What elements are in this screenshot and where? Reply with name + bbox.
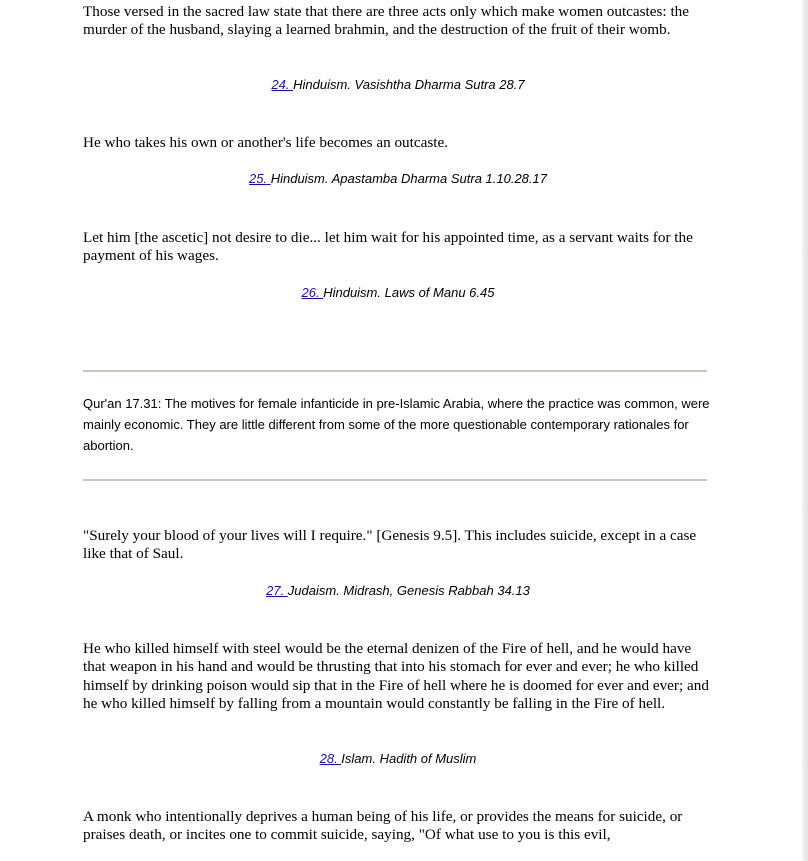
passage-quote: "Surely your blood of your lives will I require." [Genesis 9.5]. This includes suicide, except in a case like that of Saul. <box>83 527 697 563</box>
divider-bottom <box>83 479 707 481</box>
editorial-note: Qur'an 17.31: The motives for female infanticide in pre-Islamic Arabia, where the practice was common, were mainly economic. They are little different from some of the more questionable contemporary rationales for abortion. <box>83 396 710 453</box>
footnote-link[interactable]: 24. <box>271 77 294 92</box>
citation-source: Judaism. Midrash, Genesis Rabbah 34.13 <box>287 583 530 598</box>
passage-citation <box>83 285 713 301</box>
footnote-link[interactable]: 25. <box>249 171 271 186</box>
passage-citation <box>83 583 713 599</box>
divider-top <box>83 370 707 372</box>
citation-source: Hinduism. Laws of Manu 6.45 <box>323 285 495 300</box>
passage-quote: Let him [the ascetic] not desire to die... let him wait for his appointed time, as a servant waits for the payment of his wages. <box>83 229 693 265</box>
citation-source: Hinduism. Apastamba Dharma Sutra 1.10.28.17 <box>270 171 547 186</box>
passage-quote: He who takes his own or another's life becomes an outcaste. <box>83 134 449 151</box>
passage-quote: Those versed in the sacred law state that there are three acts only which make women outcastes: the murder of the husband, slaying a learned brahmin, and the destruction of the fruit of their womb. <box>83 3 690 39</box>
footnote-link[interactable]: 26. <box>301 285 324 300</box>
citation-source: Islam. Hadith of Muslim <box>341 751 477 766</box>
passage-citation <box>83 751 713 767</box>
passage-citation <box>83 77 713 93</box>
page-edge <box>802 0 808 861</box>
footnote-link[interactable]: 27. <box>266 583 288 598</box>
footnote-link[interactable]: 28. <box>319 751 342 766</box>
citation-source: Hinduism. Vasishtha Dharma Sutra 28.7 <box>293 77 525 92</box>
passage-citation <box>83 171 713 187</box>
passage-quote: A monk who intentionally deprives a human being of his life, or provides the means for suicide, or praises death, or incites one to commit suicide, saying, "Of what use to you is this evil, <box>83 808 683 844</box>
passage-quote: He who killed himself with steel would be the eternal denizen of the Fire of hell, and he would have that weapon in his hand and would be thrusting that into his stomach for ever and ever; he who killed himself by drinking poison would sip that in the Fire of hell where he is doomed for ever and ever; and he who killed himself by falling from a mountain would constantly be falling in the Fire of hell. <box>83 640 709 712</box>
